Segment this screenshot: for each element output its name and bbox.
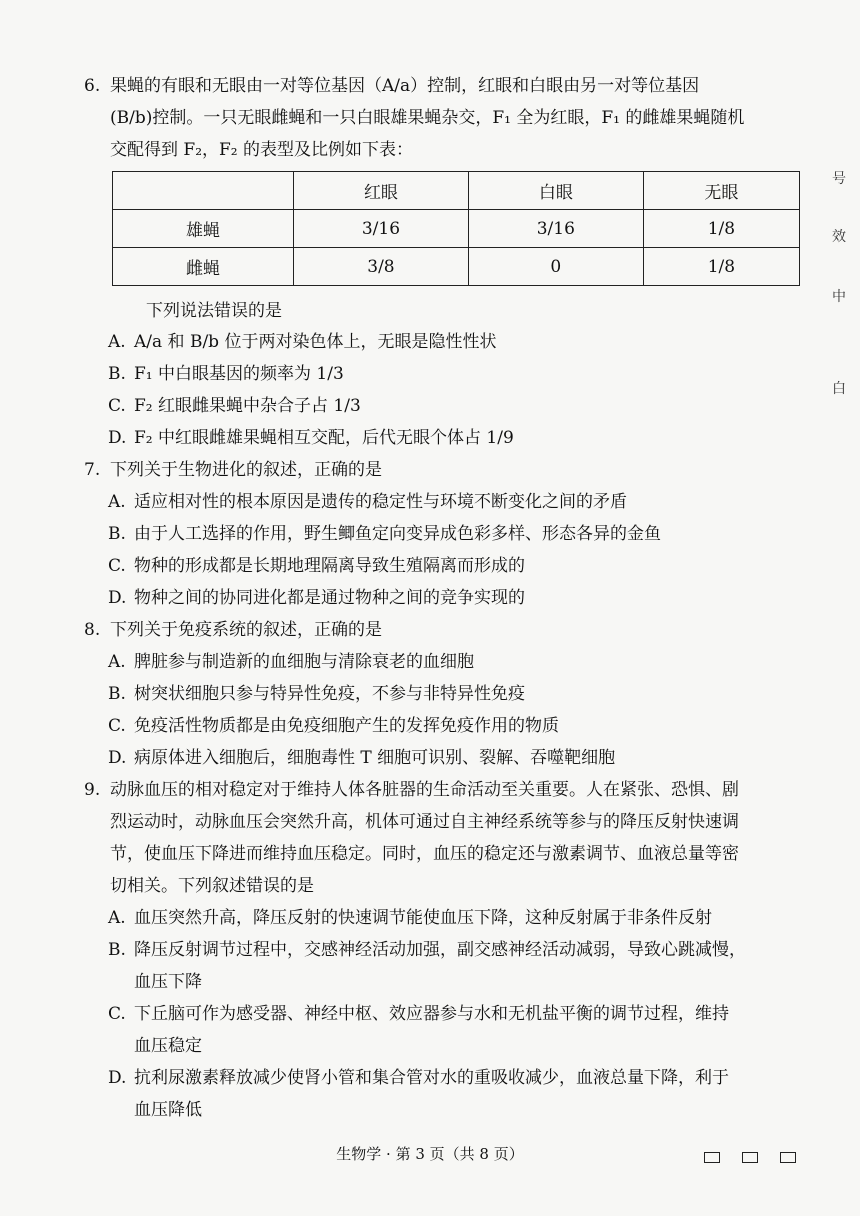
option-label: D. [108, 428, 127, 448]
table-cell: 3/16 [468, 210, 643, 248]
option-c[interactable] [108, 998, 808, 1062]
option-text [134, 998, 808, 1062]
table-cell: 0 [468, 248, 643, 286]
option-label: D. [108, 1068, 127, 1088]
question-9 [84, 774, 804, 902]
checkbox-icon [704, 1152, 720, 1163]
question-stem: 下列关于生物进化的叙述，正确的是 [110, 460, 382, 480]
table-cell: 3/16 [294, 210, 469, 248]
table-cell: 1/8 [643, 248, 799, 286]
question-intro: 下列说法错误的是 [146, 301, 282, 321]
option-b[interactable] [108, 934, 808, 998]
page-number-label: 生物学 · 第 3 页（共 8 页） [336, 1145, 524, 1163]
option-text: 由于人工选择的作用，野生鲫鱼定向变异成色彩多样、形态各异的金鱼 [134, 524, 661, 544]
margin-note: 白 [832, 381, 846, 397]
stem-line: (B/b)控制。一只无眼雌蝇和一只白眼雄果蝇杂交，F₁ 全为红眼，F₁ 的雌雄果蝇随机 [110, 108, 745, 128]
option-a[interactable] [108, 902, 808, 934]
option-label: A. [108, 332, 126, 352]
table-cell: 雄蝇 [113, 210, 294, 248]
table-cell: 1/8 [643, 210, 799, 248]
question-stem [110, 774, 804, 902]
option-text: 适应相对性的根本原因是遗传的稳定性与环境不断变化之间的矛盾 [134, 492, 627, 512]
option-label: A. [108, 908, 126, 928]
phenotype-table [112, 171, 800, 286]
option-label: B. [108, 524, 126, 544]
option-text: 树突状细胞只参与特异性免疫，不参与非特异性免疫 [134, 684, 525, 704]
table-cell [113, 172, 294, 210]
stem-line: 交配得到 F₂，F₂ 的表型及比例如下表： [110, 140, 414, 160]
option-text: F₂ 中红眼雌雄果蝇相互交配，后代无眼个体占 1/9 [134, 428, 514, 448]
table-header-row [113, 172, 800, 210]
option-d[interactable] [108, 582, 808, 614]
table-header-cell: 白眼 [468, 172, 643, 210]
question-stem: 下列关于免疫系统的叙述，正确的是 [110, 620, 382, 640]
option-d[interactable] [108, 422, 808, 454]
option-d[interactable] [108, 1062, 808, 1126]
option-line: 降压反射调节过程中，交感神经活动加强，副交感神经活动减弱，导致心跳减慢， [134, 940, 746, 960]
stem-line: 切相关。下列叙述错误的是 [110, 876, 314, 896]
question-number: 8. [84, 620, 101, 640]
question-number: 9. [84, 780, 101, 800]
option-b[interactable] [108, 518, 808, 550]
stem-line: 节，使血压下降进而维持血压稳定。同时，血压的稳定还与激素调节、血液总量等密 [110, 844, 739, 864]
stem-line: 动脉血压的相对稳定对于维持人体各脏器的生命活动至关重要。人在紧张、恐惧、剧 [110, 780, 739, 800]
option-text [134, 1062, 808, 1126]
option-text: 血压突然升高，降压反射的快速调节能使血压下降，这种反射属于非条件反射 [134, 908, 712, 928]
margin-note: 中 [832, 289, 846, 305]
margin-note: 号 [832, 171, 846, 187]
option-text: 脾脏参与制造新的血细胞与清除衰老的血细胞 [134, 652, 474, 672]
option-label: C. [108, 556, 126, 576]
option-d[interactable] [108, 742, 808, 774]
option-c[interactable] [108, 390, 808, 422]
option-label: B. [108, 364, 126, 384]
option-c[interactable] [108, 710, 808, 742]
option-label: A. [108, 652, 126, 672]
table-header-cell: 红眼 [294, 172, 469, 210]
option-line: 血压降低 [134, 1100, 202, 1120]
checkbox-icon [780, 1152, 796, 1163]
option-text: A/a 和 B/b 位于两对染色体上，无眼是隐性性状 [134, 332, 497, 352]
margin-note: 效 [832, 229, 846, 245]
option-text [134, 934, 808, 998]
option-c[interactable] [108, 550, 808, 582]
option-label: B. [108, 684, 126, 704]
option-label: A. [108, 492, 126, 512]
question-7 [84, 454, 804, 486]
option-text: 免疫活性物质都是由免疫细胞产生的发挥免疫作用的物质 [134, 716, 559, 736]
stem-line: 烈运动时，动脉血压会突然升高，机体可通过自主神经系统等参与的降压反射快速调 [110, 812, 739, 832]
option-label: D. [108, 748, 127, 768]
option-line: 下丘脑可作为感受器、神经中枢、效应器参与水和无机盐平衡的调节过程，维持 [134, 1004, 729, 1024]
question-number: 6. [84, 76, 101, 96]
option-b[interactable] [108, 358, 808, 390]
option-line: 血压下降 [134, 972, 202, 992]
option-label: D. [108, 588, 127, 608]
table-row [113, 210, 800, 248]
option-text: F₁ 中白眼基因的频率为 1/3 [134, 364, 344, 384]
question-8 [84, 614, 804, 646]
option-text: F₂ 红眼雌果蝇中杂合子占 1/3 [134, 396, 361, 416]
option-a[interactable] [108, 646, 808, 678]
option-label: C. [108, 1004, 126, 1024]
option-a[interactable] [108, 326, 808, 358]
option-text: 物种的形成都是长期地理隔离导致生殖隔离而形成的 [134, 556, 525, 576]
stem-line: 果蝇的有眼和无眼由一对等位基因（A/a）控制，红眼和白眼由另一对等位基因 [110, 76, 700, 96]
option-text: 物种之间的协同进化都是通过物种之间的竞争实现的 [134, 588, 525, 608]
footer-boxes [704, 1148, 818, 1167]
option-a[interactable] [108, 486, 808, 518]
option-label: C. [108, 716, 126, 736]
option-line: 抗利尿激素释放减少使肾小管和集合管对水的重吸收减少，血液总量下降，利于 [134, 1068, 729, 1088]
question-number: 7. [84, 460, 101, 480]
table-cell: 雌蝇 [113, 248, 294, 286]
option-line: 血压稳定 [134, 1036, 202, 1056]
table-row [113, 248, 800, 286]
checkbox-icon [742, 1152, 758, 1163]
option-label: B. [108, 940, 126, 960]
table-header-cell: 无眼 [643, 172, 799, 210]
question-6 [84, 70, 804, 166]
option-label: C. [108, 396, 126, 416]
question-stem [110, 70, 804, 166]
option-text: 病原体进入细胞后，细胞毒性 T 细胞可识别、裂解、吞噬靶细胞 [134, 748, 616, 768]
option-b[interactable] [108, 678, 808, 710]
table-cell: 3/8 [294, 248, 469, 286]
